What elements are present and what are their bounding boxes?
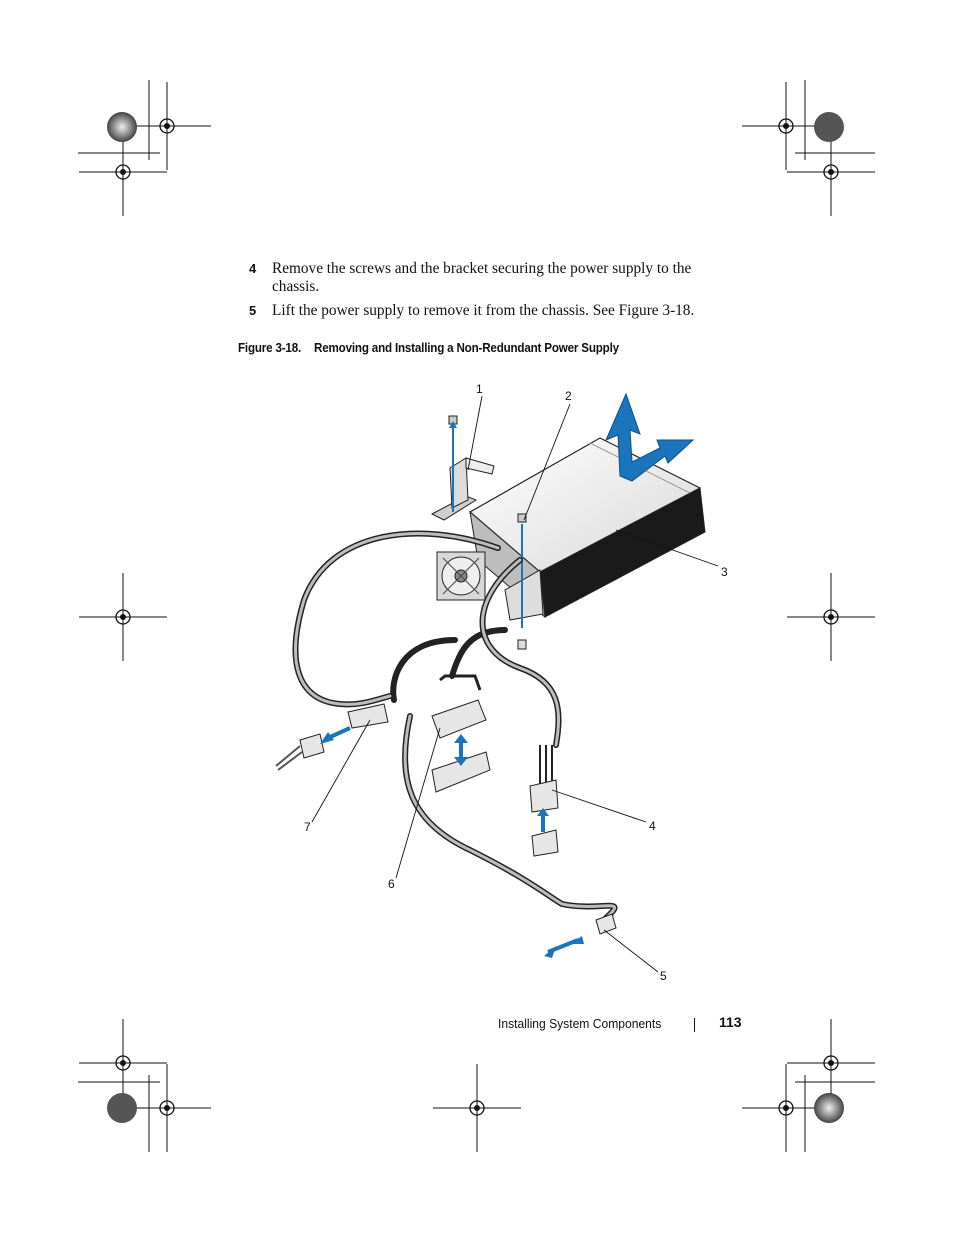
figure-title: Removing and Installing a Non-Redundant Power Supply [314,341,619,355]
callout-7: 7 [304,820,311,834]
step-number: 4 [249,261,257,276]
sata-connector [544,914,616,958]
cpu-power-connector [530,745,558,856]
page-number: 113 [719,1014,742,1030]
callout-2: 2 [565,389,572,403]
fan-icon [437,552,485,600]
step-number: 5 [249,303,257,318]
callout-5: 5 [660,969,667,983]
peripheral-connector [276,704,388,770]
footer-divider [694,1018,695,1032]
footer-section-title: Installing System Components [498,1016,662,1031]
main-power-connector [432,676,490,792]
callout-3: 3 [721,565,728,579]
callout-4: 4 [649,819,656,833]
step-text: Remove the screws and the bracket securing the power supply to the chassis. [272,260,692,295]
figure-label: Figure 3-18. [238,341,302,355]
step-text: Lift the power supply to remove it from the chassis. See Figure 3-18. [272,302,695,319]
callout-1: 1 [476,382,483,396]
callout-6: 6 [388,877,395,891]
